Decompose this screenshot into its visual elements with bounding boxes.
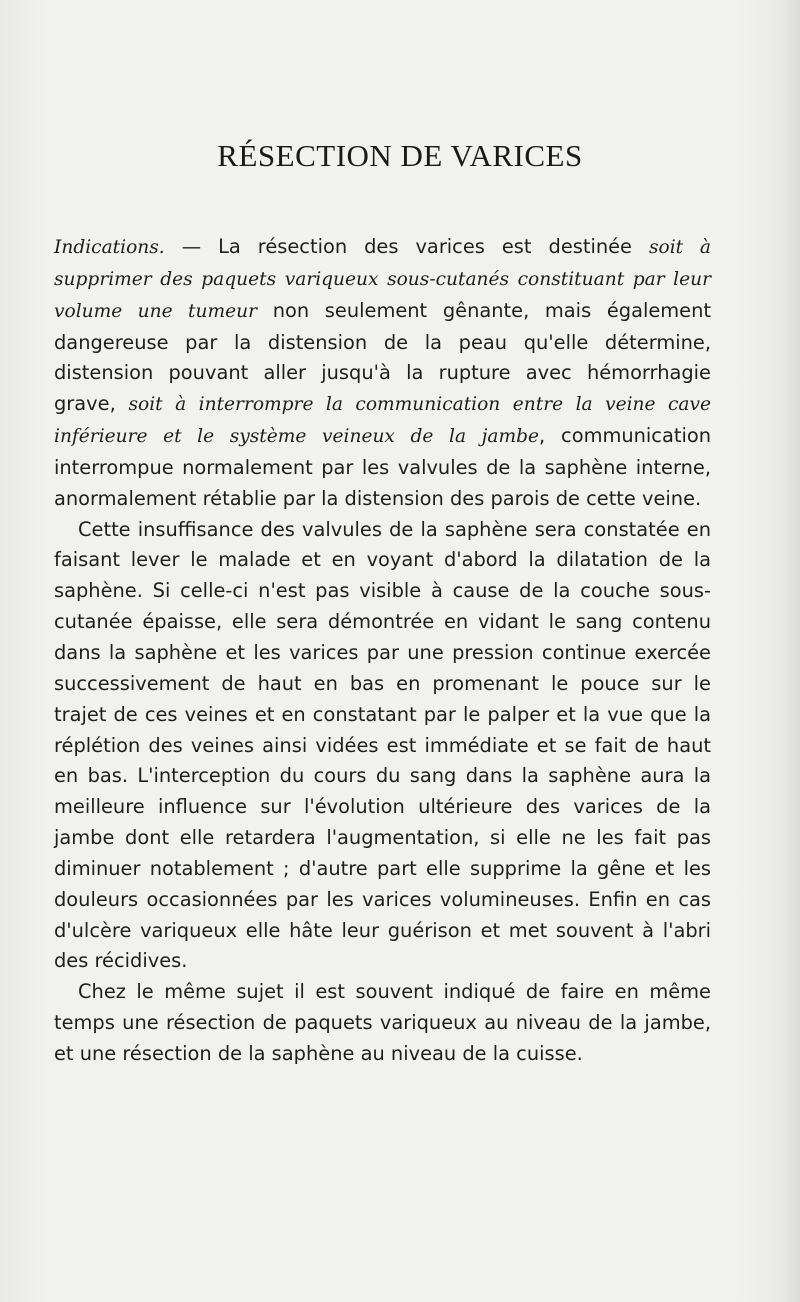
paragraph-combined-resection: Chez le même sujet il est souvent indiqué de faire en même temps une résection de paquets variqueux au niveau de la jambe, et une résection de la saphène au niveau de la cuisse. (54, 980, 711, 1065)
paragraph-text: — La résection des varices est destinée (164, 235, 649, 258)
paragraph-indications (54, 232, 711, 515)
emphasis-text: soit à supprimer des paquets variqueux sous-cutanés constituant par leur volume une tumeur (54, 237, 711, 322)
page-edge-shadow (782, 0, 800, 1302)
paragraph-text: , communication interrompue normalement par les valvules de la saphène interne, anormalement rétablie par la distension des parois de cette veine. (54, 424, 711, 510)
paragraph-insufficiency: Cette insuffisance des valvules de la saphène sera constatée en faisant lever le malade et en voyant d'abord la dilatation de la saphène. Si celle-ci n'est pas visible à cause de la couche sous-cutanée épaisse, elle sera démontrée en vidant le sang contenu dans la saphène et les varices par une pression continue exercée successivement de haut en bas en promenant le pouce sur le trajet de ces veines et en constatant par le palper et la vue que la réplétion des veines ainsi vidées est immédiate et se fait de haut en bas. L'interception du cours du sang dans la saphène aura la meilleure influence sur l'évolution ultérieure des varices de la jambe dont elle retardera l'augmentation, si elle ne les fait pas diminuer notablement ; d'autre part elle supprime la gêne et les douleurs occasionnées par les varices volumineuses. Enfin en cas d'ulcère variqueux elle hâte leur guérison et met souvent à l'abri des récidives. (54, 517, 711, 973)
emphasis-text: soit à interrompre la communication entre la veine cave inférieure et le système veineux de la jambe (54, 394, 711, 448)
section-label: Indications. (54, 237, 165, 258)
paragraph-text: non seulement gênante, mais également dangereuse par la distension de la peau qu'elle détermine, distension pouvant aller jusqu'à la rupture avec hémorrhagie grave, (54, 298, 712, 416)
page-title: RÉSECTION DE VARICES (217, 138, 583, 173)
body-text (54, 232, 711, 1070)
